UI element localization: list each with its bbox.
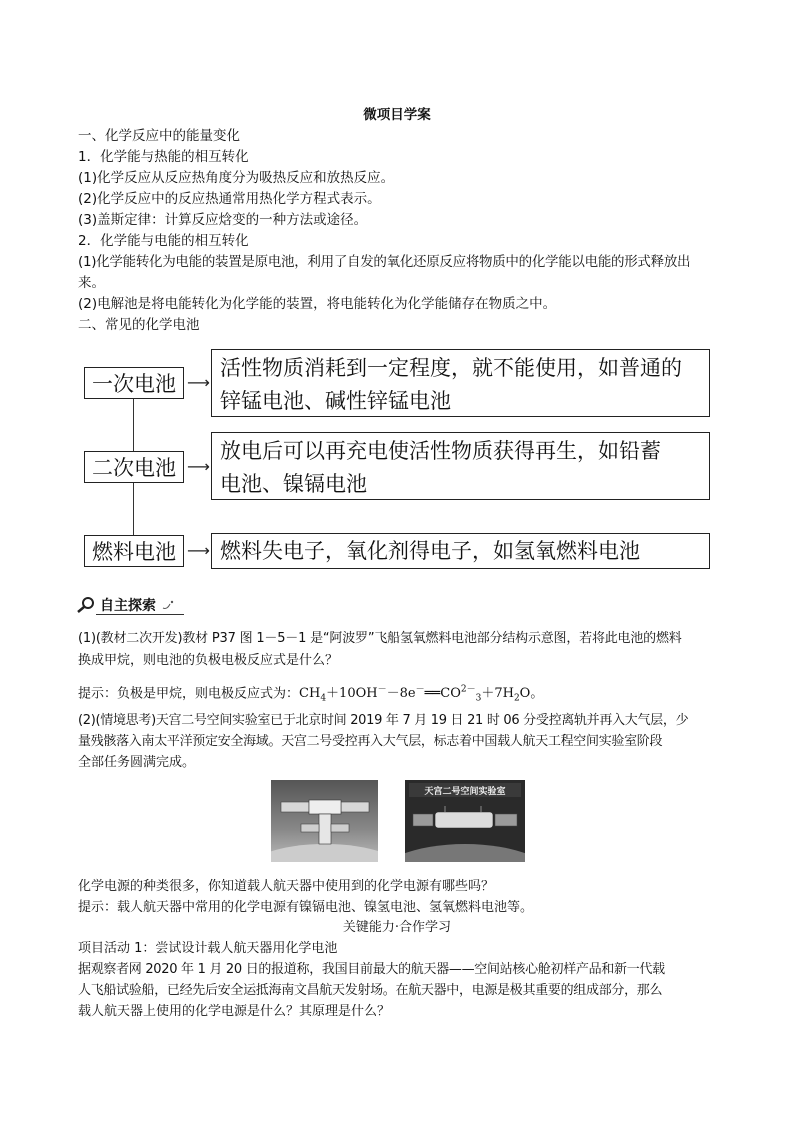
paragraph: 来。 bbox=[78, 275, 105, 291]
eq-part: － bbox=[377, 685, 387, 695]
question-3: 化学电源的种类很多，你知道载人航天器中使用到的化学电源有哪些吗？ bbox=[78, 879, 495, 894]
section-heading-energy: 一、化学反应中的能量变化 bbox=[78, 128, 240, 144]
battery-desc-secondary bbox=[211, 432, 710, 500]
battery-label-primary: 一次电池 bbox=[84, 367, 184, 399]
question-2-end: 全部任务圆满完成。 bbox=[78, 755, 196, 770]
desc-line: 电池、镍镉电池 bbox=[220, 472, 367, 496]
photo-caption: 天宫二号空间实验室 bbox=[424, 787, 506, 797]
answer-1-prefix: 提示：负极是甲烷，则电极反应式为： bbox=[78, 686, 300, 702]
electrode-equation bbox=[299, 685, 544, 704]
desc-line: 锌锰电池、碱性锌锰电池 bbox=[220, 389, 451, 413]
battery-label-fuel: 燃料电池 bbox=[84, 535, 184, 567]
arrow-right-icon: ⟶ bbox=[187, 457, 210, 476]
subheading-electric: 2．化学能与电能的相互转化 bbox=[78, 233, 249, 249]
answer-3: 提示：载人航天器中常用的化学电源有镍镉电池、镍氢电池、氢氧燃料电池等。 bbox=[78, 900, 534, 915]
battery-desc-fuel bbox=[211, 533, 710, 569]
tiangong-2-photo bbox=[405, 780, 525, 862]
paragraph: (1)化学反应从反应热角度分为吸热反应和放热反应。 bbox=[78, 170, 395, 186]
eq-part: － bbox=[415, 685, 425, 695]
paragraph: (3)盖斯定律：计算反应焓变的一种方法或途径。 bbox=[78, 212, 368, 228]
question-2-cont: 量残骸落入南太平洋预定安全海域。天宫二号受控再入大气层，标志着中国载人航天工程空间实验室阶段 bbox=[78, 734, 663, 749]
arrow-right-icon: ⟶ bbox=[187, 373, 210, 392]
paragraph: 人飞船试验船，已经先后安全运抵海南文昌航天发射场。在航天器中，电源是极其重要的组成部分，那么 bbox=[78, 983, 663, 998]
eq-part: ══CO bbox=[424, 686, 461, 702]
paragraph: (2)化学反应中的反应热通常用热化学方程式表示。 bbox=[78, 191, 381, 207]
answer-1 bbox=[78, 680, 728, 710]
question-1: (1)(教材二次开发)教材 P37 图 1－5－1 是“阿波罗”飞船氢氧燃料电池部分结构示意图，若将此电池的燃料 bbox=[78, 631, 682, 646]
eq-part: 3 bbox=[475, 693, 482, 704]
key-ability-heading: 关键能力·合作学习 bbox=[342, 920, 452, 935]
question-2: (2)(情境思考)天宫二号空间实验室已于北京时间 2019 年 7 月 19 日 21 时 06 分受控离轨并再入大气层，少 bbox=[78, 713, 689, 728]
page-title: 微项目学案 bbox=[363, 107, 431, 123]
eq-part: 2－ bbox=[460, 685, 476, 695]
eq-part: －8e bbox=[386, 686, 416, 702]
magnifier-icon bbox=[76, 596, 96, 614]
self-explore-title: 自主探索 bbox=[100, 598, 156, 614]
activity-title: 项目活动 1：尝试设计载人航天器用化学电池 bbox=[78, 941, 338, 956]
paragraph: 据观察者网 2020 年 1 月 20 日的报道称，我国目前最大的航天器——空间站核心舱初样产品和新一代载 bbox=[78, 962, 665, 977]
subheading-heat: 1．化学能与热能的相互转化 bbox=[78, 149, 249, 165]
desc-line: 活性物质消耗到一定程度，就不能使用，如普通的 bbox=[220, 356, 682, 380]
eq-part: CH bbox=[299, 686, 321, 702]
space-station-photo bbox=[271, 780, 378, 862]
eq-part: ＋7H bbox=[481, 686, 514, 702]
question-1-cont: 换成甲烷，则电池的负极电极反应式是什么？ bbox=[78, 653, 339, 668]
eq-part: ＋10OH bbox=[326, 686, 378, 702]
eq-part: 4 bbox=[320, 693, 327, 704]
sparkle-icon bbox=[162, 598, 176, 612]
desc-line: 放电后可以再充电使活性物质获得再生，如铅蓄 bbox=[220, 439, 661, 463]
eq-part: O。 bbox=[519, 686, 544, 702]
eq-part: 2 bbox=[513, 693, 520, 704]
paragraph: (1)化学能转化为电能的装置是原电池，利用了自发的氧化还原反应将物质中的化学能以电能的形式释放出 bbox=[78, 254, 691, 270]
arrow-right-icon: ⟶ bbox=[187, 541, 210, 560]
connector-line bbox=[133, 397, 134, 452]
self-explore-header bbox=[76, 594, 176, 616]
section-heading-batteries: 二、常见的化学电池 bbox=[78, 317, 200, 333]
header-underline bbox=[96, 614, 184, 615]
battery-label-secondary: 二次电池 bbox=[84, 451, 184, 483]
desc-line: 燃料失电子，氧化剂得电子，如氢氧燃料电池 bbox=[220, 539, 640, 563]
connector-line bbox=[133, 481, 134, 536]
paragraph: 载人航天器上使用的化学电源是什么？其原理是什么？ bbox=[78, 1004, 391, 1019]
battery-desc-primary bbox=[211, 349, 710, 417]
paragraph: (2)电解池是将电能转化为化学能的装置，将电能转化为化学能储存在物质之中。 bbox=[78, 296, 557, 312]
